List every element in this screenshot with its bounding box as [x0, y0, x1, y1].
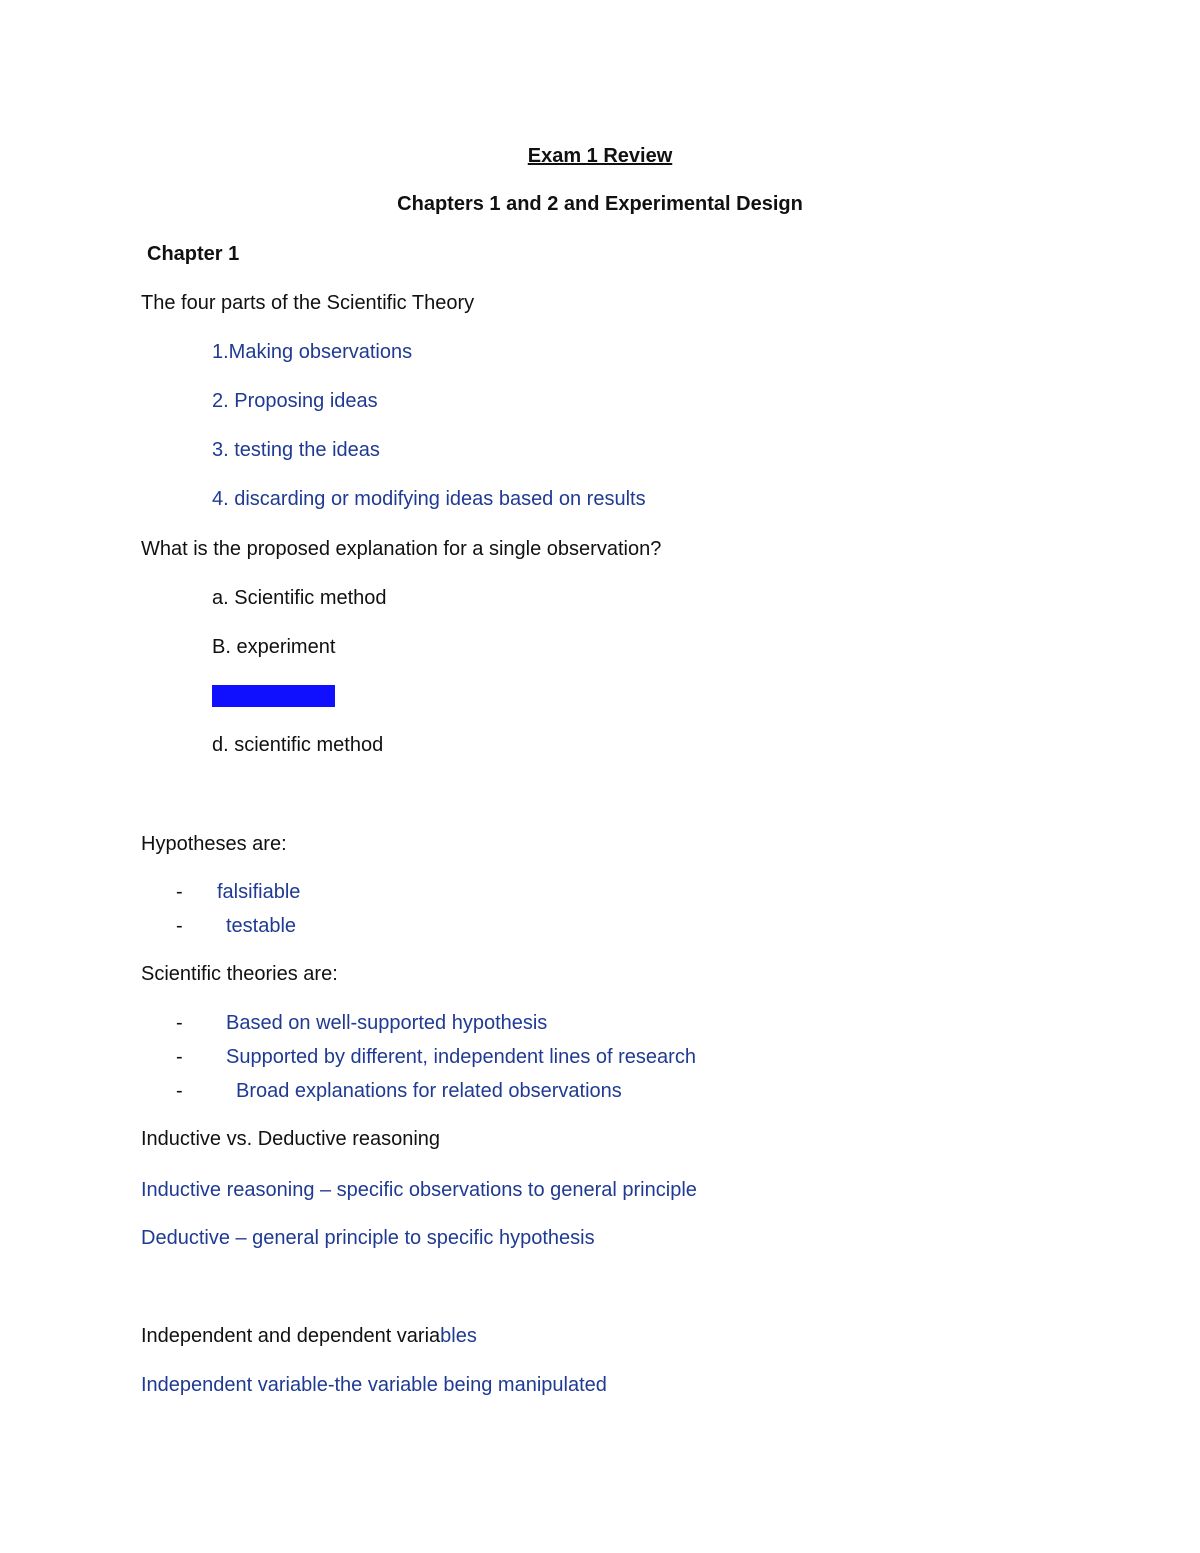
- bullet-dash: -: [176, 1046, 183, 1068]
- variables-heading: [141, 1324, 477, 1348]
- bullet-dash: -: [176, 881, 183, 903]
- independent-variable-definition: Independent variable-the variable being manipulated: [141, 1374, 607, 1396]
- deductive-definition: Deductive – general principle to specific hypothesis: [141, 1227, 595, 1249]
- theories-item-label: Based on well-supported hypothesis: [226, 1012, 548, 1034]
- variables-heading-part1: Independent and dependent varia: [141, 1325, 441, 1347]
- bullet-dash: -: [176, 1080, 183, 1102]
- reasoning-heading: Inductive vs. Deductive reasoning: [141, 1128, 441, 1150]
- bullet-dash: -: [176, 915, 183, 937]
- hypotheses-heading: Hypotheses are:: [141, 833, 287, 855]
- inductive-definition: Inductive reasoning – specific observations to general principle: [141, 1179, 697, 1201]
- theories-heading: Scientific theories are:: [141, 963, 338, 985]
- theory-item-1: 1.Making observations: [212, 341, 413, 363]
- chapter-heading: Chapter 1: [147, 243, 240, 265]
- bullet-dash: -: [176, 1012, 183, 1034]
- theories-item-label: Broad explanations for related observations: [236, 1080, 622, 1102]
- hypotheses-item-label: falsifiable: [217, 881, 301, 903]
- variables-heading-part2: bles: [440, 1325, 477, 1347]
- option-c-highlighted: [212, 684, 335, 708]
- question-text: What is the proposed explanation for a single observation?: [141, 538, 662, 560]
- theory-item-3: 3. testing the ideas: [212, 439, 380, 461]
- theory-item-4: 4. discarding or modifying ideas based on results: [212, 488, 646, 510]
- theories-item-label: Supported by different, independent lines of research: [226, 1046, 696, 1068]
- theory-item-2: 2. Proposing ideas: [212, 390, 378, 412]
- option-b: B. experiment: [212, 636, 336, 658]
- answer-highlight: C. hypothesis: [213, 685, 335, 707]
- scientific-theory-heading: The four parts of the Scientific Theory: [141, 292, 475, 314]
- option-d: d. scientific method: [212, 734, 384, 756]
- page-title: Exam 1 Review: [527, 145, 673, 167]
- page-subtitle: Chapters 1 and 2 and Experimental Design: [397, 193, 803, 215]
- hypotheses-item-label: testable: [226, 915, 297, 937]
- option-a: a. Scientific method: [212, 587, 387, 609]
